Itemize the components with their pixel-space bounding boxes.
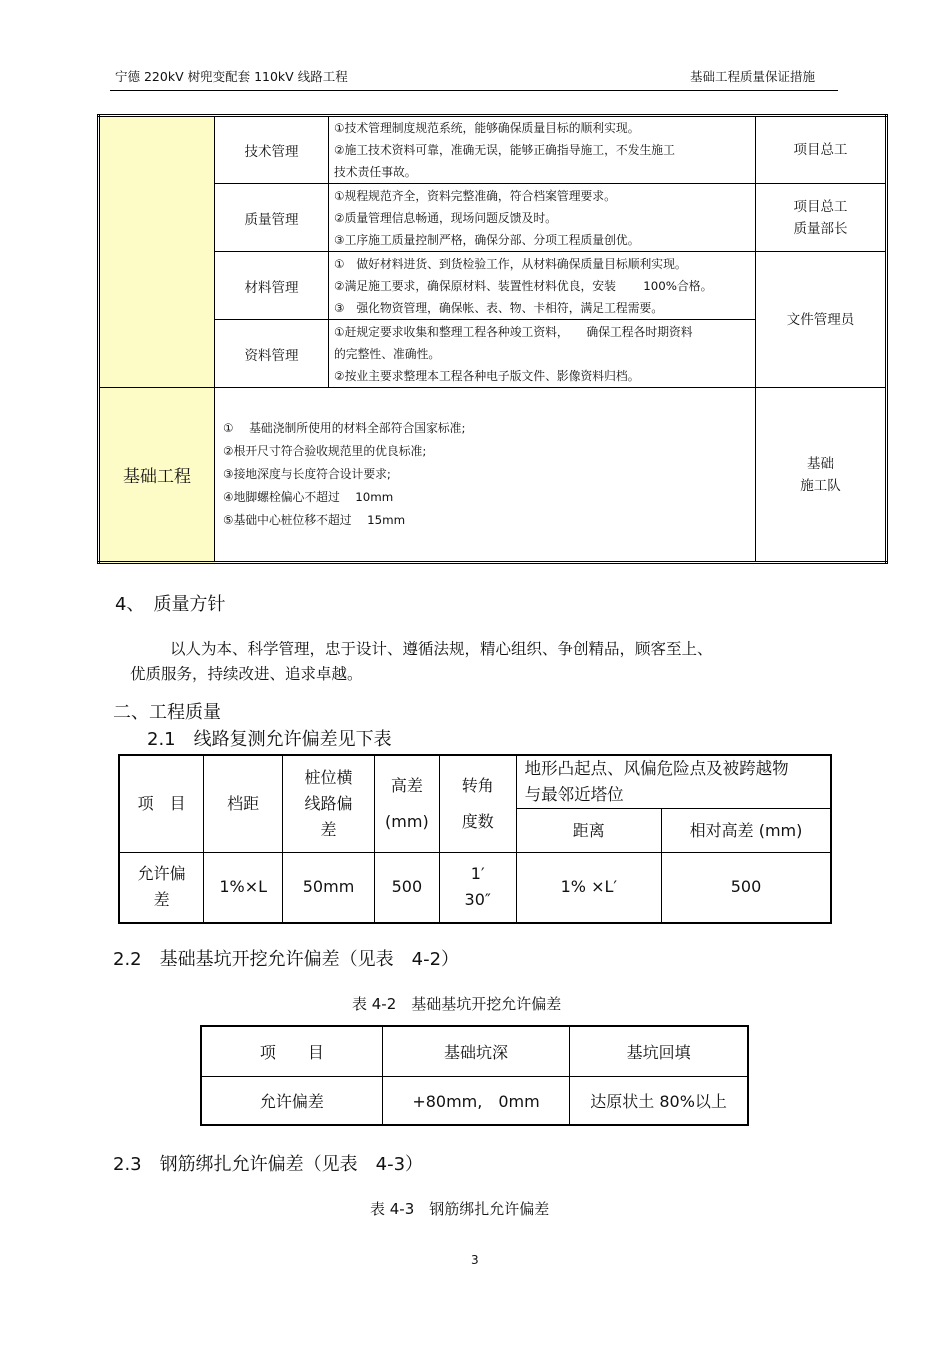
h-item: 项 目 (119, 755, 204, 853)
r-label: 允许偏 差 (119, 853, 204, 923)
header-rule (110, 90, 838, 91)
t3-r1: 允许偏差 (201, 1076, 382, 1125)
h-pile: 桩位横 线路偏 差 (283, 755, 375, 853)
section4-title: 4、 质量方针 (115, 594, 226, 615)
category-cell-empty (99, 116, 215, 388)
h-dist: 距离 (516, 809, 661, 853)
header-right: 基础工程质量保证措施 (690, 69, 816, 84)
owner-tech: 项目总工 (756, 116, 887, 184)
t3-h2: 基础坑深 (382, 1026, 569, 1076)
item-quality: 质量管理 (215, 184, 329, 252)
item-tech: 技术管理 (215, 116, 329, 184)
policy-line1: 以人为本、科学管理，忠于设计、遵循法规，精心组织、争创精品，顾客至上、 (170, 640, 713, 658)
policy-line2: 优质服务，持续改进、追求卓越。 (130, 665, 363, 683)
r-pile: 50mm (283, 853, 375, 923)
r-angle: 1′ 30″ (439, 853, 516, 923)
desc-quality: ①规程规范齐全，资料完整准确，符合档案管理要求。 ②质量管理信息畅通，现场问题反馈及时。 ③工序施工质量控制严格，确保分部、分项工程质量创优。 (329, 184, 756, 252)
h-angle: 转角 度数 (439, 755, 516, 853)
h-span: 档距 (204, 755, 283, 853)
item-material: 材料管理 (215, 252, 329, 320)
r-dist: 1% ×L′ (516, 853, 661, 923)
header-left: 宁德 220kV 树兜变配套 110kV 线路工程 (115, 69, 348, 84)
desc-material: ① 做好材料进货、到货检验工作，从材料确保质量目标顺利实现。 ②满足施工要求，确保原材料、装置性材料优良，安装 100%合格。 ③ 强化物资管理，确保帐、表、物、卡相符，满足工程需要。 (329, 252, 756, 320)
quality-responsibility-table (97, 114, 888, 564)
t3-h3: 基坑回填 (570, 1026, 748, 1076)
desc-tech: ①技术管理制度规范系统，能够确保质量目标的顺利实现。 ②施工技术资料可靠，准确无误，能够正确指导施工，不发生施工 技术责任事故。 (329, 116, 756, 184)
subsection-2-3: 2.3 钢筋绑扎允许偏差（见表 4-3） (113, 1154, 424, 1175)
excavation-tolerance-table (200, 1025, 749, 1126)
t3-r2: +80mm, 0mm (382, 1076, 569, 1125)
h-rel: 相对高差 (mm) (662, 809, 831, 853)
subsection-2-1: 2.1 线路复测允许偏差见下表 (147, 729, 392, 750)
item-records: 资料管理 (215, 320, 329, 388)
h-height: 高差 (mm) (374, 755, 439, 853)
owner-docs: 文件管理员 (756, 252, 887, 388)
t3-h1: 项 目 (201, 1026, 382, 1076)
owner-quality: 项目总工 质量部长 (756, 184, 887, 252)
section2-title: 二、工程质量 (113, 702, 221, 723)
h-terrain: 地形凸起点、风偏危险点及被跨越物 与最邻近塔位 (516, 755, 831, 809)
caption-4-2: 表 4-2 基础基坑开挖允许偏差 (352, 995, 562, 1013)
page-number: 3 (471, 1253, 479, 1267)
survey-tolerance-table (118, 754, 832, 924)
t3-r3: 达原状土 80%以上 (570, 1076, 748, 1125)
foundation-title: 基础工程 (99, 388, 215, 563)
desc-records: ①赶规定要求收集和整理工程各种竣工资料， 确保工程各时期资料 的完整性、准确性。 ②按业主要求整理本工程各种电子版文件、影像资料归档。 (329, 320, 756, 388)
r-span: 1%×L (204, 853, 283, 923)
r-height: 500 (374, 853, 439, 923)
r-rel: 500 (662, 853, 831, 923)
subsection-2-2: 2.2 基础基坑开挖允许偏差（见表 4-2） (113, 949, 460, 970)
owner-foundation: 基础 施工队 (756, 388, 887, 563)
caption-4-3: 表 4-3 钢筋绑扎允许偏差 (370, 1200, 550, 1218)
foundation-desc: ① 基础浇制所使用的材料全部符合国家标准; ②根开尺寸符合验收规范里的优良标准; ③接地深度与长度符合设计要求; ④地脚螺栓偏心不超过 10mm ⑤基础中心桩位移不超过 15mm (215, 388, 756, 563)
